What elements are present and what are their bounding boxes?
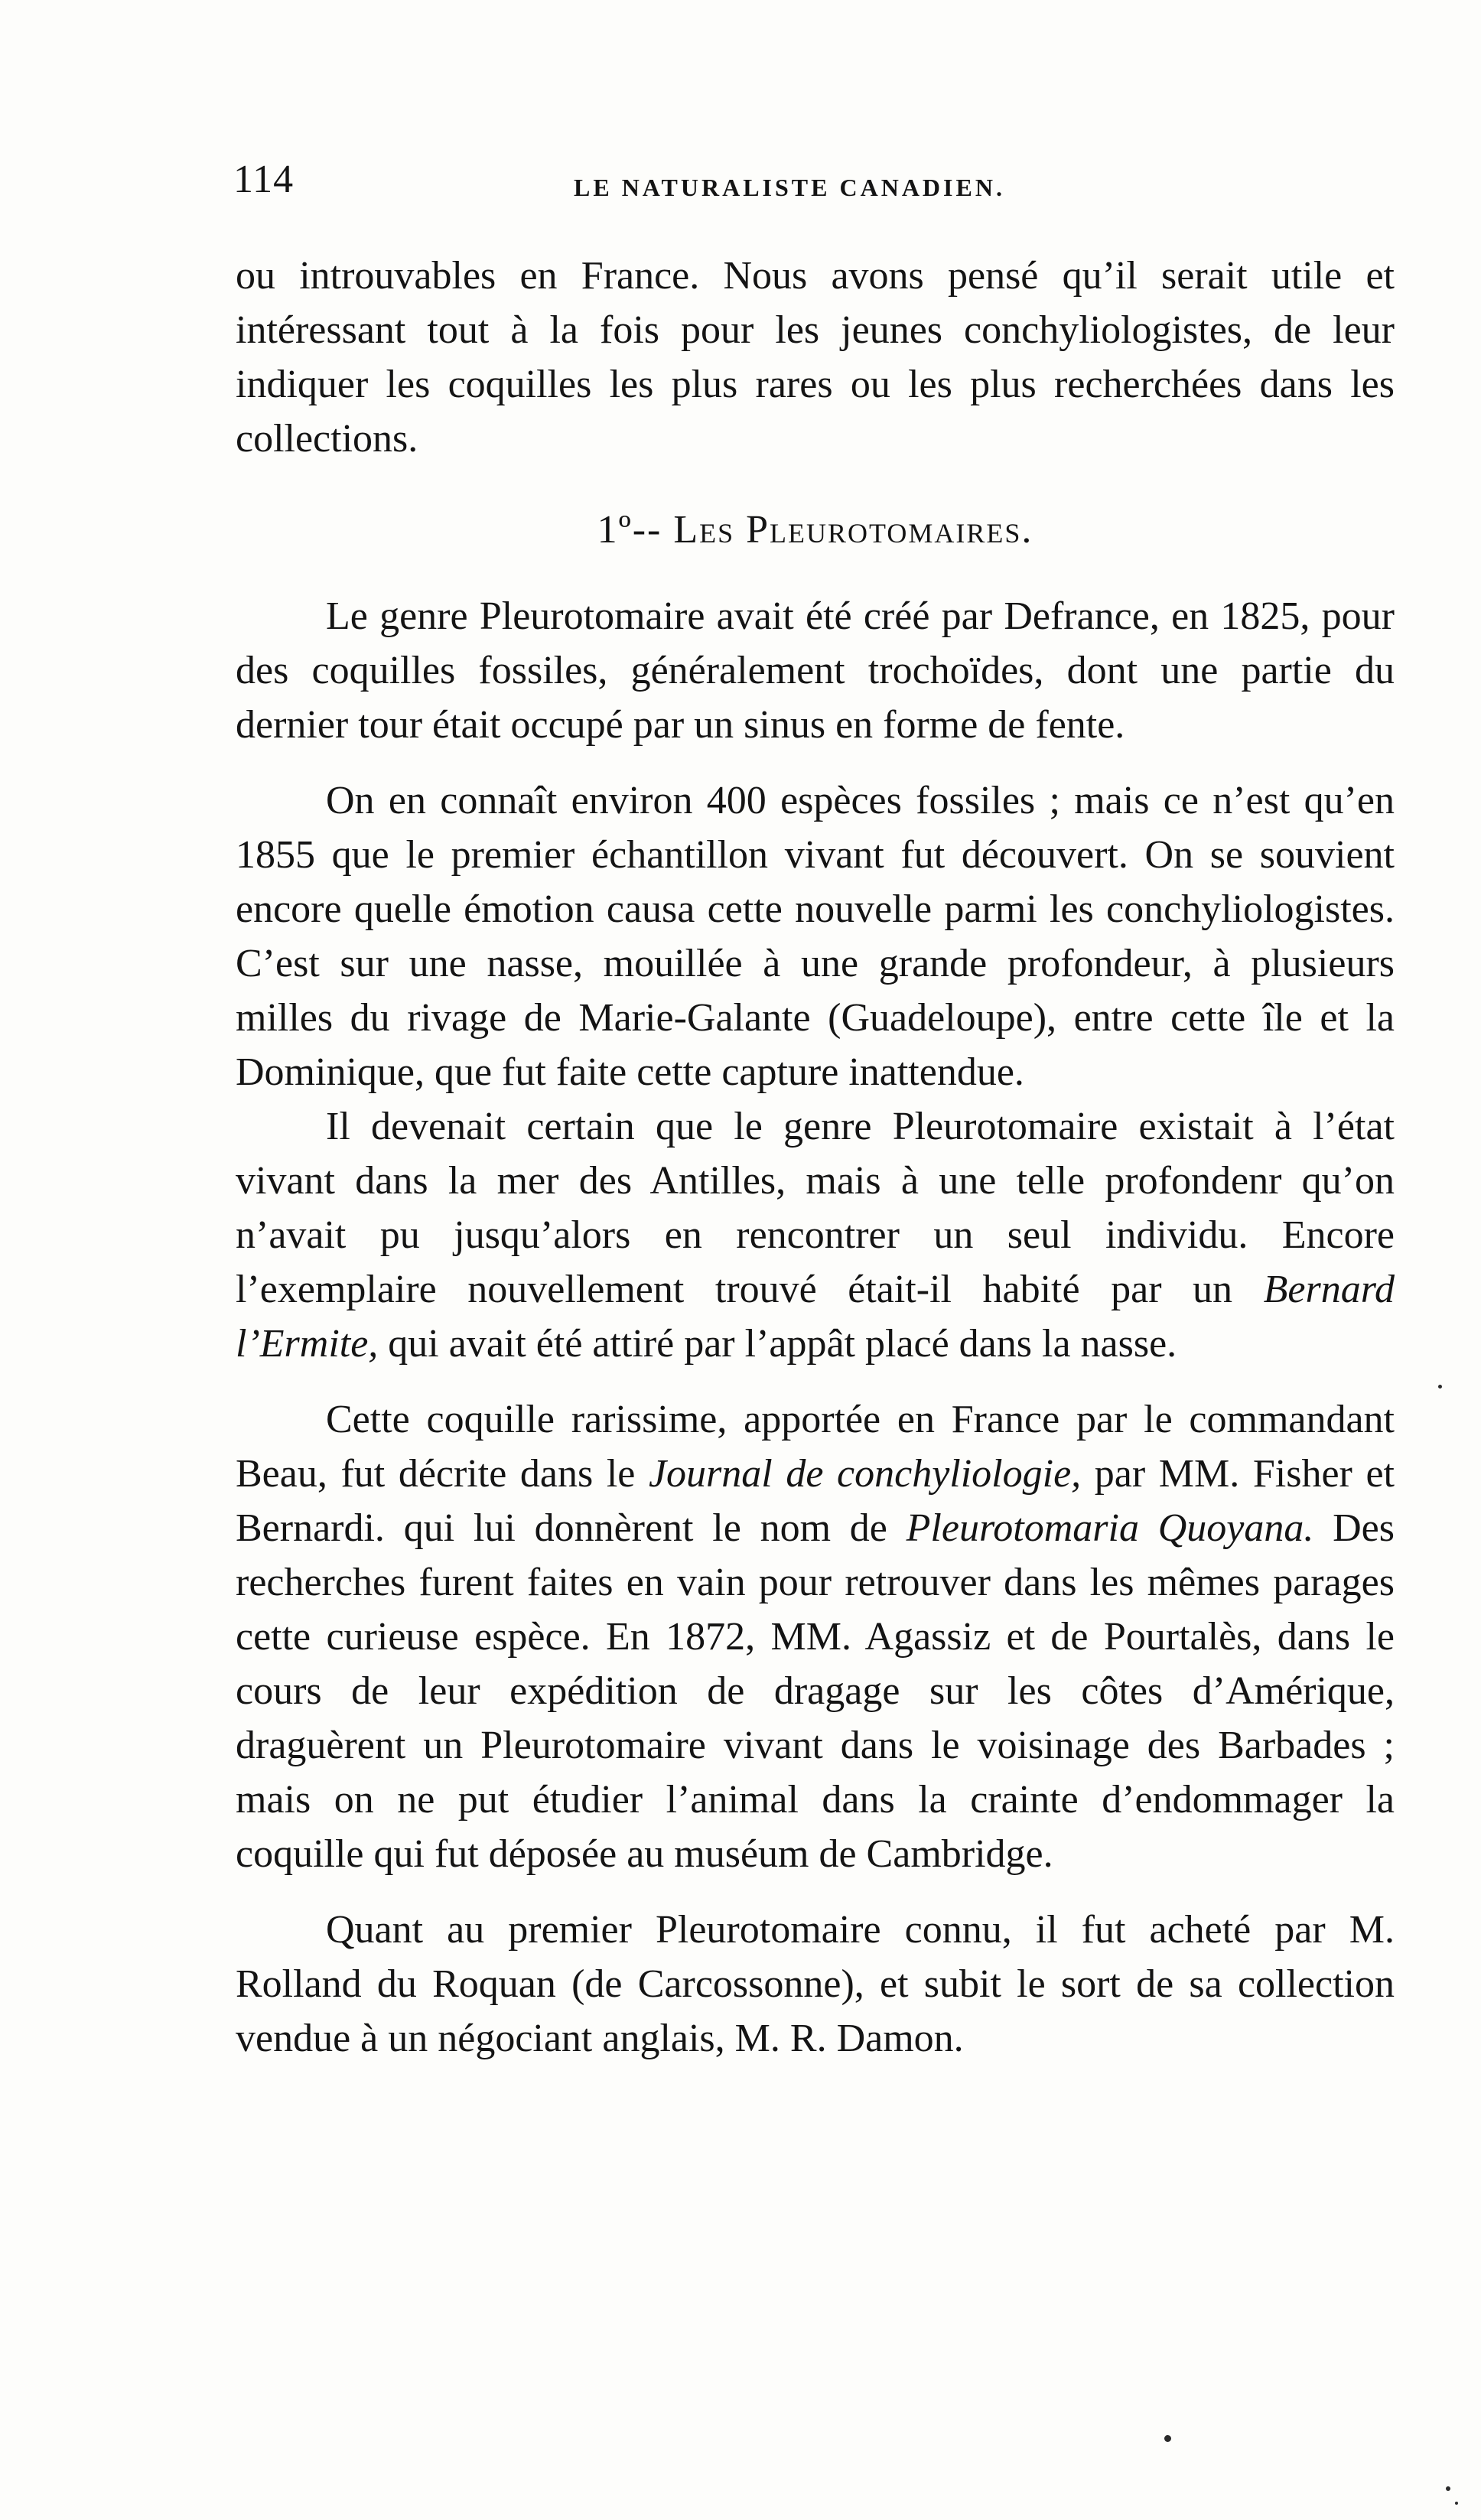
italic-journal-title: Journal de conchyliologie, xyxy=(648,1452,1082,1496)
paragraph-4-text-c: Des recherches furent faites en vain pour retrouver dans les mêmes parages cette curieuse espèce. En 1872, MM. Agassiz et de Pourtalès, dans le cours de leur expédition de dragage sur les côtes d’Amérique, draguèrent un Pleurotomaire vivant dans le voisinage des Barbades ; mais on ne put étudier l’animal dans la crainte d’endommager la coquille qui fut déposée au muséum de Cambridge. xyxy=(236,1506,1395,1876)
paragraph-4 xyxy=(236,1392,1395,1881)
paragraph-3-text-b: qui avait été attiré par l’appât placé dans la nasse. xyxy=(378,1322,1177,1366)
body-text xyxy=(236,249,1395,2066)
section-heading: 1º-- Les Pleurotomaires. xyxy=(597,508,1033,552)
paragraph-2: On en connaît environ 400 espèces fossiles ; mais ce n’est qu’en 1855 que le premier échantillon vivant fut découvert. On se souvient encore quelle émotion causa cette nouvelle parmi les conchyliologistes. C’est sur une nasse, mouillée à une grande profondeur, à plusieurs milles du rivage de Marie-Galante (Guadeloupe), entre cette île et la Dominique, que fut faite cette capture inattendue. xyxy=(236,779,1395,1094)
paragraph-4-text-a: Cette coquille rarissime, apportée en France par le commandant Beau, fut décrite dans le xyxy=(236,1398,1395,1496)
italic-bernard-lermite: Bernard l’Ermite, xyxy=(236,1268,1395,1366)
paragraph-5: Quant au premier Pleurotomaire connu, il fut acheté par M. Rolland du Roquan (de Carcossonne), et subit le sort de sa collection vendue à un négociant anglais, M. R. Damon. xyxy=(236,1908,1395,2060)
page-header xyxy=(233,157,1381,210)
paragraph-4-text-b: par MM. Fisher et Bernardi. qui lui donnèrent le nom de xyxy=(236,1452,1395,1550)
scan-speck xyxy=(1455,2502,1458,2505)
page-number: 114 xyxy=(233,158,295,201)
running-title: LE NATURALISTE CANADIEN. xyxy=(574,174,1005,201)
paragraph-3 xyxy=(236,1099,1395,1371)
scan-speck xyxy=(1164,2435,1171,2442)
intro-paragraph: ou introuvables en France. Nous avons pensé qu’il serait utile et intéressant tout à la fois pour les jeunes conchyliologistes, de leur indiquer les coquilles les plus rares ou les plus recherchées dans les collections. xyxy=(236,254,1395,461)
scan-speck xyxy=(1446,2486,1450,2491)
italic-species-name: Pleurotomaria Quoyana. xyxy=(906,1506,1314,1550)
paragraph-3-text-a: Il devenait certain que le genre Pleurotomaire existait à l’état vivant dans la mer des Antilles, mais à une telle profondenr qu’on n’avait pu jusqu’alors en rencontrer un seul individu. Encore l’exemplaire nouvellement trouvé était-il habité par un xyxy=(236,1105,1395,1311)
scan-speck xyxy=(1438,1385,1442,1389)
paragraph-1: Le genre Pleurotomaire avait été créé par Defrance, en 1825, pour des coquilles fossiles, généralement trochoïdes, dont une partie du dernier tour était occupé par un sinus en forme de fente. xyxy=(236,594,1395,747)
